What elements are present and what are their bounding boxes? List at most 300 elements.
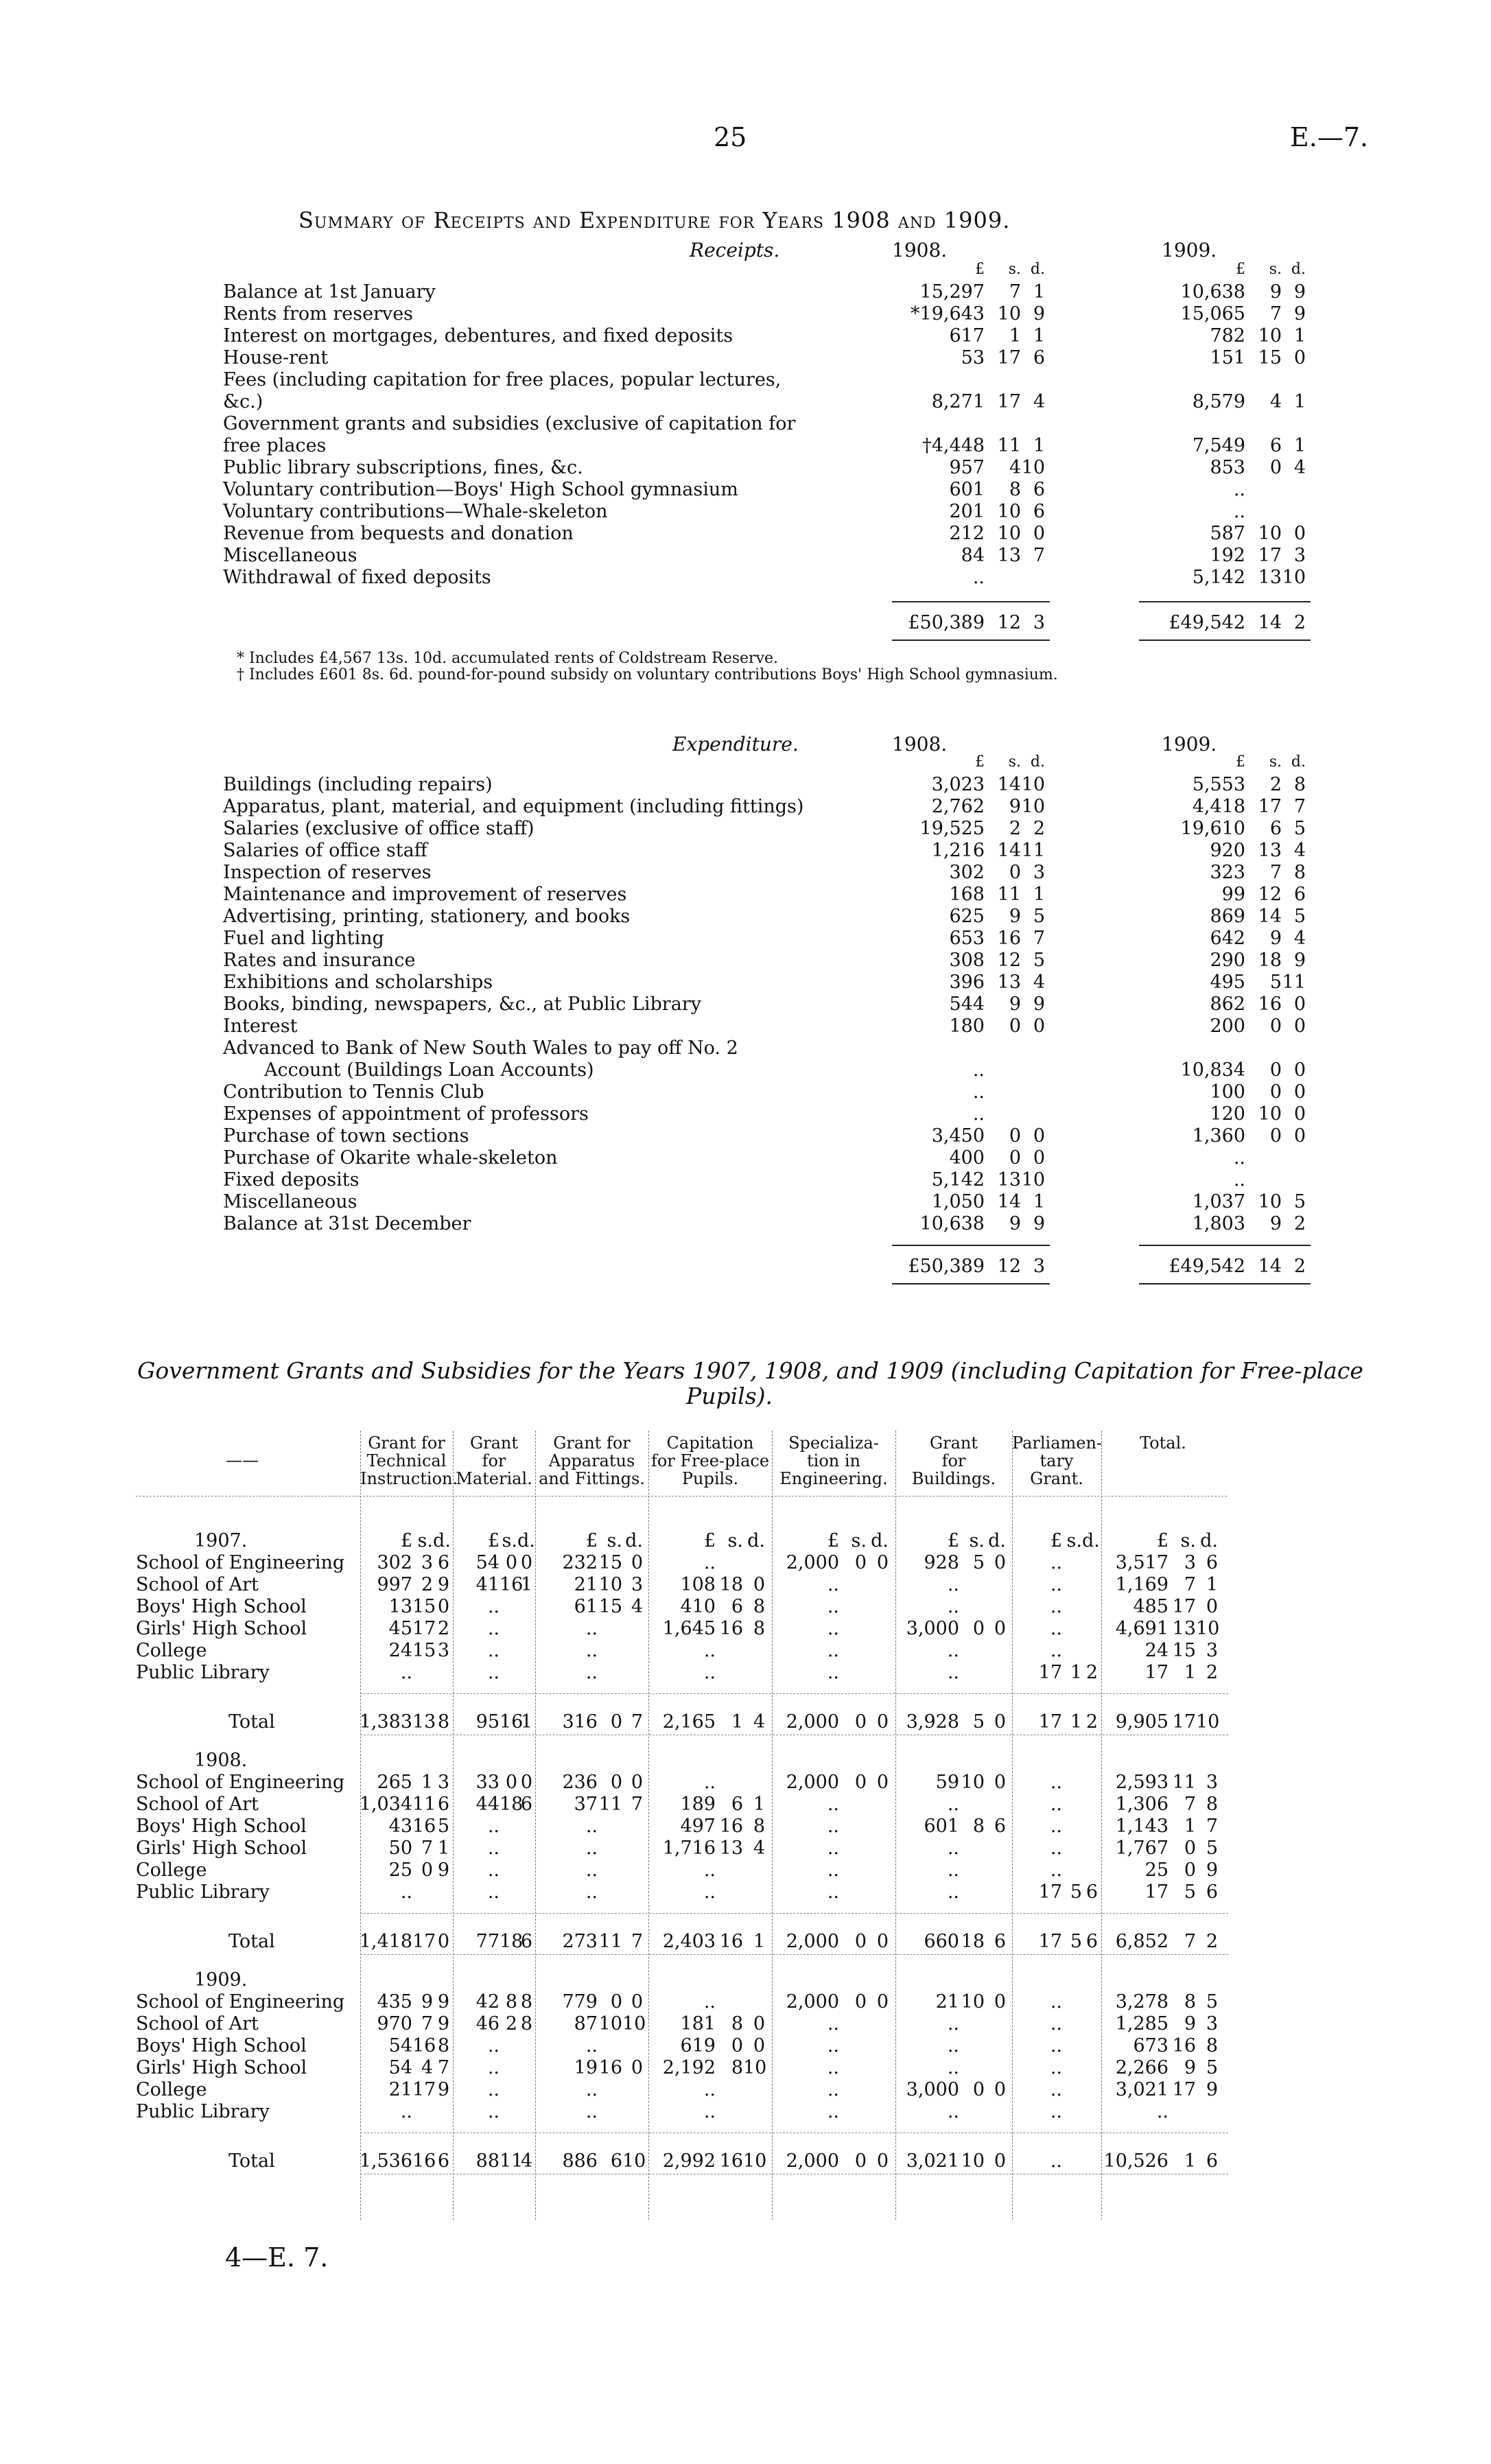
grant-value-pounds: .. (1050, 1794, 1062, 1815)
grant-value-pounds: 485 (1133, 1596, 1169, 1617)
grant-value-pounds: 2,000 (786, 1991, 839, 2013)
grant-value-pounds: .. (487, 1859, 500, 1881)
grant-value-shillings: 17 (1172, 1596, 1196, 1617)
value-1909-shillings: 5 (1269, 972, 1282, 993)
grant-value-pounds: .. (1050, 1640, 1062, 1661)
expenditure-rule-1908 (892, 1245, 1050, 1246)
value-1908-pence: 10 (1021, 457, 1045, 478)
grant-value-pence: 7 (437, 2057, 449, 2078)
value-1909-pounds: 920 (1210, 840, 1245, 861)
grant-value-pounds: .. (1050, 2079, 1062, 2100)
value-1909-pounds: 642 (1210, 928, 1245, 949)
school-name: Public Library (136, 1881, 270, 1903)
lsd-header-pounds: £ (487, 1530, 500, 1551)
grant-value-pounds: .. (703, 1552, 716, 1573)
value-1908-shillings: 9 (1009, 906, 1021, 927)
grant-value-pounds: 45 (388, 1618, 412, 1639)
value-1909-pence: 5 (1293, 1191, 1306, 1212)
grant-value-pounds: 189 (680, 1794, 716, 1815)
grant-value-pounds: 1,034 (359, 1794, 412, 1815)
grant-value-pounds: 232 (562, 1552, 598, 1573)
grant-value-shillings: 8 (1184, 1991, 1196, 2013)
value-1909-shillings: 14 (1258, 906, 1282, 927)
value-1909-pence: 0 (1293, 994, 1306, 1015)
grant-value-pounds: .. (585, 1662, 598, 1683)
school-name: School of Art (136, 1794, 259, 1815)
grant-value-shillings: 10 (598, 1574, 622, 1595)
grant-value-pounds: .. (947, 1596, 959, 1617)
value-1908-shillings: 0 (1009, 1125, 1021, 1147)
grant-value-pounds: .. (1050, 1772, 1062, 1793)
value-1908-pounds: .. (972, 1059, 985, 1081)
grant-value-pounds: .. (585, 2035, 598, 2056)
expenditure-total-1909-pence: 2 (1293, 1256, 1306, 1277)
grant-value-pence: 9 (437, 1859, 449, 1881)
column-header-line: Technical (366, 1451, 447, 1470)
grant-value-pounds: 61 (574, 1596, 598, 1617)
lsd-pound: £ (975, 753, 985, 771)
grant-value-shillings: 8 (731, 2057, 743, 2078)
row-label: Apparatus, plant, material, and equipment (including fittings) (223, 796, 804, 817)
receipts-total-1909-pounds: £49,542 (1169, 612, 1245, 633)
grant-value-pounds: .. (1050, 2013, 1062, 2034)
value-1908-pounds: 400 (949, 1147, 985, 1169)
column-header (453, 1434, 535, 1488)
value-1908-pence: 0 (1033, 1147, 1045, 1169)
value-1909-pounds: 869 (1210, 906, 1245, 927)
value-1909-pence: 9 (1293, 281, 1306, 303)
grant-value-pounds: 24 (1144, 1640, 1169, 1661)
grant-value-pence: 0 (437, 1596, 449, 1617)
grant-value-pounds: 497 (680, 1816, 716, 1837)
lsd-header-pounds: £ (1156, 1530, 1169, 1551)
grant-value-pounds: 619 (680, 2035, 716, 2056)
expenditure-total-underline-1909 (1139, 1283, 1311, 1284)
grant-value-pounds: 2,593 (1115, 1772, 1169, 1793)
row-label: Rents from reserves (223, 303, 414, 325)
grant-value-pounds: .. (585, 1881, 598, 1903)
grant-value-pence: 10 (1196, 1618, 1220, 1639)
row-label: Exhibitions and scholarships (223, 972, 493, 993)
grant-value-pence: 2 (1085, 1662, 1098, 1683)
school-name: College (136, 1640, 207, 1661)
grant-value-pence: 8 (520, 2013, 532, 2034)
value-1909-shillings: 0 (1269, 457, 1282, 478)
value-1909-pence: 4 (1293, 840, 1306, 861)
value-1908-pence: 7 (1033, 545, 1045, 566)
total-value-pence: 1 (753, 1931, 765, 1952)
value-1909-shillings: 6 (1269, 435, 1282, 456)
row-label: Buildings (including repairs) (223, 774, 493, 795)
total-value-pence: 0 (994, 1711, 1006, 1733)
column-header-line: Specializa- (788, 1433, 879, 1453)
grant-value-pounds: .. (487, 2079, 500, 2100)
total-value-pence: 0 (876, 2150, 889, 2172)
total-value-shillings: 7 (1184, 1931, 1196, 1952)
grant-value-pounds: 1,645 (662, 1618, 716, 1639)
grant-value-pence: 2 (437, 1618, 449, 1639)
total-value-pounds: 3,928 (906, 1711, 959, 1733)
total-value-pounds: 17 (1038, 1931, 1062, 1952)
value-1908-pounds: 10,638 (919, 1213, 985, 1234)
value-1909-pounds: .. (1233, 479, 1245, 500)
total-value-shillings: 0 (854, 1931, 867, 1952)
value-1909-shillings: 0 (1269, 1125, 1282, 1147)
total-value-shillings: 1 (731, 1711, 743, 1733)
column-header (772, 1434, 895, 1488)
value-1908-shillings: 13 (997, 1169, 1021, 1190)
lsd-header-shillings: s. (417, 1530, 433, 1551)
grants-title-continued: Pupils). (686, 1383, 773, 1409)
value-1908-shillings: 2 (1009, 818, 1021, 839)
value-1908-pounds: 1,216 (931, 840, 985, 861)
value-1909-shillings: 10 (1258, 325, 1282, 347)
value-1908-pence: 1 (1033, 1191, 1045, 1212)
value-1908-pounds: 180 (949, 1016, 985, 1037)
grant-value-pounds: .. (487, 1881, 500, 1903)
value-1908-shillings: 11 (997, 884, 1021, 905)
value-1909-pounds: 495 (1210, 972, 1245, 993)
grant-value-pence: 8 (753, 1618, 765, 1639)
value-1908-pounds: 8,271 (931, 391, 985, 412)
grant-value-pounds: .. (827, 2057, 839, 2078)
grant-value-pounds: .. (827, 2035, 839, 2056)
value-1908-pounds: 3,023 (931, 774, 985, 795)
value-1908-shillings: 9 (1009, 1213, 1021, 1234)
lsd-pence: d. (1030, 261, 1045, 278)
grant-value-shillings: 5 (972, 1552, 985, 1573)
receipts-rule-1908 (892, 601, 1050, 602)
school-name: Girls' High School (136, 2057, 307, 2078)
grant-value-pence: 6 (994, 1816, 1006, 1837)
grant-value-shillings: 7 (421, 1838, 433, 1859)
grant-value-pounds: .. (947, 1859, 959, 1881)
grant-value-shillings: 0 (1184, 1859, 1196, 1881)
value-1908-shillings: 10 (997, 523, 1021, 544)
value-1909-pence: 0 (1293, 1125, 1306, 1147)
value-1909-pounds: .. (1233, 1147, 1245, 1169)
total-value-shillings: 16 (500, 1711, 524, 1733)
grant-value-pounds: .. (947, 1640, 959, 1661)
value-1909-pounds: 5,553 (1192, 774, 1245, 795)
value-1909-pence: 5 (1293, 818, 1306, 839)
footer-reference: 4—E. 7. (225, 2242, 329, 2273)
value-1909-pounds: .. (1233, 501, 1245, 522)
grant-value-pounds: 24 (388, 1640, 412, 1661)
value-1908-pounds: .. (972, 1103, 985, 1125)
lsd-header-shillings: s. (851, 1530, 867, 1551)
grant-value-pounds: .. (487, 1618, 500, 1639)
value-1909-pence: 0 (1293, 1059, 1306, 1081)
grant-value-shillings: 9 (1184, 2013, 1196, 2034)
row-label: Contribution to Tennis Club (223, 1081, 484, 1103)
value-1908-shillings: 13 (997, 545, 1021, 566)
value-1908-pence: 9 (1033, 303, 1045, 325)
value-1909-pounds: 192 (1210, 545, 1245, 566)
grant-value-pounds: .. (827, 2079, 839, 2100)
value-1909-pence: 0 (1293, 1081, 1306, 1103)
value-1909-shillings: 9 (1269, 1213, 1282, 1234)
grant-value-shillings: 8 (505, 1991, 517, 2013)
grant-value-pounds: .. (827, 1596, 839, 1617)
grant-value-pounds: 87 (574, 2013, 598, 2034)
total-value-pounds: 1,418 (359, 1931, 412, 1952)
total-value-shillings: 16 (412, 2150, 436, 2172)
grant-value-shillings: 17 (412, 2079, 436, 2100)
value-1909-pounds: 100 (1210, 1081, 1245, 1103)
grant-value-pounds: .. (487, 1662, 500, 1683)
expenditure-label: Expenditure. (672, 733, 799, 755)
school-name: Boys' High School (136, 1816, 307, 1837)
grant-value-pounds: 42 (476, 1991, 500, 2013)
row-label-continued: Account (Buildings Loan Accounts) (264, 1059, 594, 1081)
grant-value-pounds: 1,169 (1115, 1574, 1169, 1595)
value-1909-pounds: 19,610 (1180, 818, 1245, 839)
total-value-pounds: 2,000 (786, 2150, 839, 2172)
column-header-line: tion in (807, 1451, 860, 1470)
total-value-pounds: 2,403 (662, 1931, 716, 1952)
value-1908-pounds: 617 (949, 325, 985, 347)
value-1909-pounds: 10,834 (1180, 1059, 1245, 1081)
total-value-pence: 6 (437, 2150, 449, 2172)
grant-value-pounds: .. (585, 1618, 598, 1639)
receipts-label: Receipts. (690, 239, 780, 261)
total-value-shillings: 5 (1070, 1931, 1082, 1952)
grant-value-pounds: 43 (388, 1816, 412, 1837)
lsd-pence: d. (1291, 261, 1306, 278)
grant-value-pence: 4 (753, 1838, 765, 1859)
total-value-shillings: 16 (719, 2150, 743, 2172)
grant-value-pence: 0 (631, 2057, 643, 2078)
year-heading: 1908. (194, 1750, 248, 1771)
total-value-pence: 2 (1085, 1711, 1098, 1733)
grant-value-pence: 6 (1085, 1881, 1098, 1903)
total-value-pence: 8 (437, 1711, 449, 1733)
value-1908-pence: 3 (1033, 862, 1045, 883)
value-1909-shillings: 6 (1269, 818, 1282, 839)
grant-value-pounds: 33 (476, 1772, 500, 1793)
total-value-pounds: 77 (476, 1931, 500, 1952)
grant-value-shillings: 9 (1184, 2057, 1196, 2078)
value-1909-shillings: 0 (1269, 1081, 1282, 1103)
grant-value-pounds: 181 (680, 2013, 716, 2034)
grant-value-pounds: .. (703, 1991, 716, 2013)
value-1908-shillings: 10 (997, 303, 1021, 325)
value-1908-pence: 11 (1021, 840, 1045, 861)
grant-value-pounds: .. (827, 1794, 839, 1815)
value-1908-pence: 2 (1033, 818, 1045, 839)
school-name: School of Engineering (136, 1552, 345, 1573)
value-1908-pounds: 308 (949, 950, 985, 971)
grant-value-pence: 9 (1206, 1859, 1218, 1881)
column-header-line: for (941, 1451, 966, 1470)
value-1909-pence: 10 (1282, 567, 1306, 588)
lsd-header-pence: d. (871, 1530, 889, 1551)
grant-value-shillings: 16 (719, 1816, 743, 1837)
value-1909-shillings: 13 (1258, 567, 1282, 588)
grant-value-pence: 3 (1206, 1772, 1218, 1793)
row-label: Balance at 1st January (223, 281, 436, 303)
grant-value-pounds: 21 (935, 1991, 959, 2013)
value-1908-pounds: 53 (961, 347, 985, 368)
school-name: School of Engineering (136, 1991, 345, 2013)
grant-value-pence: 9 (437, 1991, 449, 2013)
expenditure-total-1909-shillings: 14 (1258, 1256, 1282, 1277)
column-header-line: Capitation (666, 1433, 754, 1453)
total-value-pence: 7 (631, 1711, 643, 1733)
grant-value-pounds: .. (827, 1816, 839, 1837)
grant-value-shillings: 17 (412, 1618, 436, 1639)
school-name: School of Art (136, 2013, 259, 2034)
grant-value-pounds: .. (947, 1881, 959, 1903)
grant-value-shillings: 5 (1070, 1881, 1082, 1903)
grant-value-shillings: 16 (719, 1618, 743, 1639)
receipts-total-1909-pence: 2 (1293, 612, 1306, 633)
grant-value-shillings: 13 (719, 1838, 743, 1859)
total-value-shillings: 0 (610, 1711, 622, 1733)
total-value-pence: 2 (1206, 1931, 1218, 1952)
grant-value-pounds: 997 (377, 1574, 412, 1595)
grant-value-shillings: 15 (412, 1640, 436, 1661)
grant-value-pounds: 928 (924, 1552, 959, 1573)
grant-value-pounds: 1,306 (1115, 1794, 1169, 1815)
value-1909-shillings: 17 (1258, 545, 1282, 566)
grant-value-shillings: 0 (854, 1772, 867, 1793)
grant-value-pounds: .. (400, 2101, 412, 2122)
value-1908-pence: 4 (1033, 972, 1045, 993)
school-name: Boys' High School (136, 2035, 307, 2056)
value-1908-pence: 6 (1033, 501, 1045, 522)
grant-value-shillings: 5 (1184, 1881, 1196, 1903)
value-1909-pounds: 1,803 (1192, 1213, 1245, 1234)
row-label: Salaries of office staff (223, 840, 427, 861)
column-header-line: Grant. (1030, 1469, 1083, 1488)
value-1908-pence: 5 (1033, 906, 1045, 927)
value-1908-pence: 1 (1033, 281, 1045, 303)
column-header (1012, 1434, 1101, 1488)
value-1908-pence: 10 (1021, 1169, 1045, 1190)
total-top-rule (360, 1693, 1228, 1694)
row-label: Interest on mortgages, debentures, and fixed deposits (223, 325, 733, 347)
lsd-header-pounds: £ (400, 1530, 412, 1551)
total-value-shillings: 11 (598, 1931, 622, 1952)
grant-value-shillings: 4 (421, 2057, 433, 2078)
value-1909-pounds: .. (1233, 1169, 1245, 1190)
grant-value-pence: 9 (437, 1574, 449, 1595)
grant-value-pounds: .. (947, 2013, 959, 2034)
total-label: Total (228, 1711, 275, 1733)
total-value-pounds: .. (1050, 2150, 1062, 2172)
total-value-pence: 10 (622, 2150, 646, 2172)
grant-value-pence: 3 (437, 1640, 449, 1661)
value-1908-pounds: 601 (949, 479, 985, 500)
value-1909-pence: 9 (1293, 303, 1306, 325)
grant-value-shillings: 2 (505, 2013, 517, 2034)
grant-value-pounds: 2,000 (786, 1552, 839, 1573)
year-1909-label: 1909. (1162, 733, 1217, 755)
grant-value-pounds: .. (1050, 1574, 1062, 1595)
value-1908-pounds: 1,050 (931, 1191, 985, 1212)
grant-value-pence: 0 (753, 1574, 765, 1595)
grant-value-pounds: .. (703, 1640, 716, 1661)
row-label: Fuel and lighting (223, 928, 384, 949)
grant-value-pounds: .. (947, 1794, 959, 1815)
total-value-shillings: 17 (412, 1931, 436, 1952)
value-1908-pence: 1 (1033, 884, 1045, 905)
value-1909-shillings: 7 (1269, 303, 1282, 325)
school-name: College (136, 2079, 207, 2100)
grant-value-shillings: 1 (421, 1772, 433, 1793)
grant-value-pence: 0 (876, 1772, 889, 1793)
value-1908-shillings: 17 (997, 347, 1021, 368)
row-label: Purchase of Okarite whale-skeleton (223, 1147, 558, 1169)
stub-header: —— (226, 1451, 259, 1470)
value-1908-shillings: 8 (1009, 479, 1021, 500)
value-1909-pounds: 862 (1210, 994, 1245, 1015)
grant-value-pounds: 1,143 (1115, 1816, 1169, 1837)
school-name: Public Library (136, 2101, 270, 2122)
total-value-pence: 0 (876, 1931, 889, 1952)
header-bottom-rule (136, 1496, 1227, 1497)
row-label: Advertising, printing, stationery, and books (223, 906, 631, 927)
grant-value-pence: 0 (994, 1991, 1006, 2013)
grant-value-pence: 0 (520, 1552, 532, 1573)
grant-value-pounds: 21 (574, 1574, 598, 1595)
grant-value-pounds: .. (1050, 1552, 1062, 1573)
value-1908-pounds: .. (972, 567, 985, 588)
grant-value-pence: 0 (1206, 1596, 1218, 1617)
grant-value-shillings: 6 (731, 1596, 743, 1617)
total-label: Total (228, 1931, 275, 1952)
row-label: Miscellaneous (223, 1191, 357, 1212)
value-1908-pounds: 396 (949, 972, 985, 993)
grant-value-pounds: 25 (388, 1859, 412, 1881)
value-1909-pence: 1 (1293, 435, 1306, 456)
value-1909-pounds: 587 (1210, 523, 1245, 544)
grant-value-pence: 0 (753, 2035, 765, 2056)
row-label: Books, binding, newspapers, &c., at Public Library (223, 994, 701, 1015)
value-1909-pence: 0 (1293, 1103, 1306, 1125)
value-1909-pounds: 323 (1210, 862, 1245, 883)
grant-value-pence: 6 (437, 1552, 449, 1573)
row-label: Revenue from bequests and donation (223, 523, 574, 544)
receipts-total-underline-1909 (1139, 640, 1311, 641)
grant-value-pounds: 54 (388, 2057, 412, 2078)
grant-value-shillings: 1 (1184, 1816, 1196, 1837)
column-header-line: Grant (929, 1433, 978, 1453)
value-1909-pence: 0 (1293, 347, 1306, 368)
value-1909-pounds: 151 (1210, 347, 1245, 368)
value-1909-shillings: 9 (1269, 281, 1282, 303)
value-1909-pence: 1 (1293, 391, 1306, 412)
value-1909-shillings: 10 (1258, 523, 1282, 544)
lsd-header-pounds: £ (827, 1530, 839, 1551)
grant-value-pounds: .. (1050, 1859, 1062, 1881)
value-1909-pence: 11 (1282, 972, 1306, 993)
value-1909-shillings: 9 (1269, 928, 1282, 949)
value-1908-pounds: 5,142 (931, 1169, 985, 1190)
lsd-pound: £ (1236, 753, 1245, 771)
total-value-pence: 6 (1085, 1931, 1098, 1952)
value-1909-pence: 5 (1293, 906, 1306, 927)
lsd-header-pence: d. (517, 1530, 535, 1551)
receipts-total-1908-shillings: 12 (997, 612, 1021, 633)
grant-value-shillings: 0 (421, 1859, 433, 1881)
total-value-pounds: 2,000 (786, 1931, 839, 1952)
total-value-pence: 4 (520, 2150, 532, 2172)
value-1909-pence: 1 (1293, 325, 1306, 347)
grant-value-pounds: .. (400, 1662, 412, 1683)
